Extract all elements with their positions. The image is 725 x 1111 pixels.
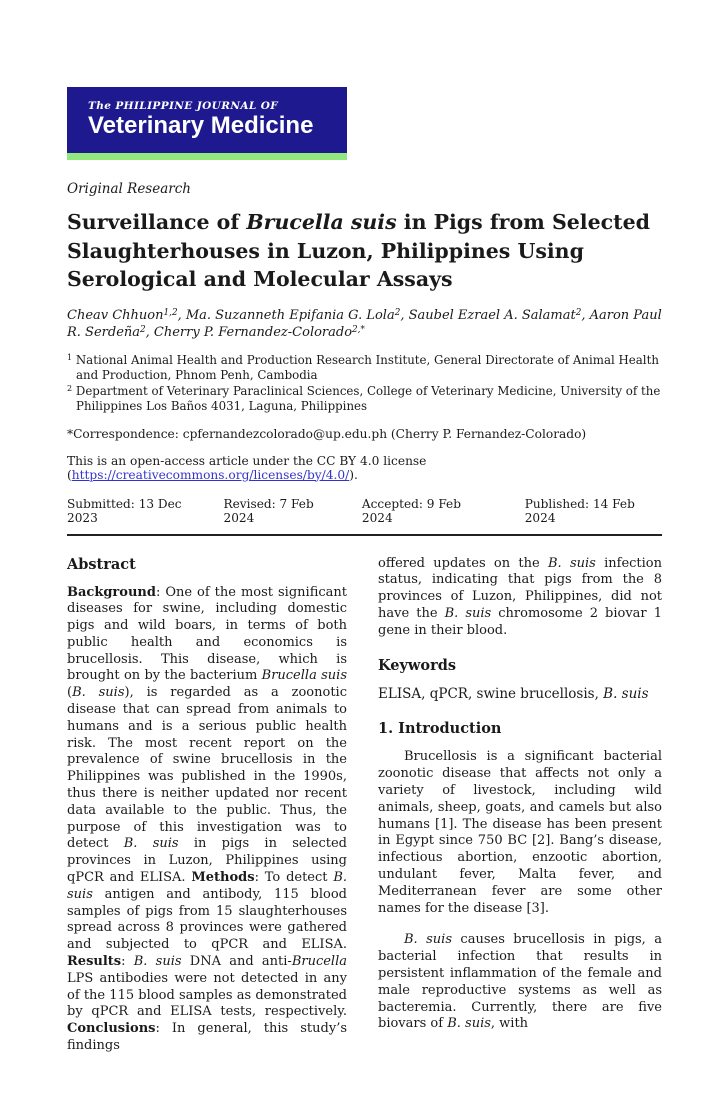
text-run: Background [67,584,156,600]
text-run: B. suis [547,555,596,571]
text-run: 2 [140,325,146,336]
abstract-continuation-paragraph [378,556,662,640]
journal-masthead [67,87,347,160]
text-run: Department of Veterinary Paraclinical Sciences, College of Veterinary Medicine, University of the Philippines Los Baños 4031, Laguna, Philippines [72,383,661,413]
journal-article-page [0,87,725,1111]
license-line [67,454,662,482]
text-run: : In general, this study’s findings [67,1021,347,1054]
introduction-paragraph-2 [378,932,662,1033]
text-run: antigen and antibody, 115 blood samples of pigs from 15 slaughterhouses spread across 8 provinces were gathered and subjected to qPCR and ELISA. [67,886,347,953]
date-published: Published: 14 Feb 2024 [524,496,635,525]
text-run: Cheav Chhuon [67,307,164,323]
text-run: 1,2 [163,307,178,318]
text-run: LPS antibodies were not detected in any of the 115 blood samples as demonstrated by qPCR and ELISA tests, respectively. [67,970,347,1020]
text-run: B. suis [447,1016,491,1032]
text-run: B. suis [603,686,649,703]
two-column-body [67,556,662,1055]
keywords-heading: Keywords [378,657,457,675]
text-run: : [121,954,134,970]
text-run: , Cherry P. Fernandez-Colorado [145,325,353,340]
text-run: B. suis [133,954,182,970]
text-run: ELISA, qPCR, swine brucellosis, [378,686,604,703]
text-run: This is an open-access article under the CC BY 4.0 license ( [67,453,427,482]
submission-dates-row [67,497,662,525]
text-run: Brucella suis [246,210,397,234]
text-run: : To detect [254,870,334,886]
horizontal-rule [67,534,662,536]
left-column [67,556,347,1055]
text-run: offered updates on the [378,555,548,571]
date-revised: Revised: 7 Feb 2024 [223,496,314,525]
text-run: ), is regarded as a zoonotic disease that can spread from animals to humans and is a serious public health risk. The most recent report on the prevalence of swine brucellosis in the Philippines was published in the 1990s, thus there is neither updated nor recent data available to the public. Thus, the purpose of this investigation was to detect [67,685,347,852]
introduction-heading: 1. Introduction [378,720,502,738]
license-link[interactable]: https://creativecommons.org/licenses/by/4.0/ [71,467,350,482]
text-run: chromosome 2 biovar 1 gene in their blood. [378,605,662,638]
text-run: infection status, indicating that pigs from the 8 provinces of Luzon, Philippines, did not have the [378,555,662,621]
journal-name-kicker: The PHILIPPINE JOURNAL OF [88,100,279,112]
right-column [378,556,662,1055]
text-run: Conclusions [67,1021,156,1037]
text-run: ). [349,467,358,482]
text-run: ( [67,685,73,701]
affiliation-1 [67,353,662,384]
text-run: 2 [394,307,401,318]
spacer [378,702,662,720]
text-run: B. suis [67,870,347,902]
text-run: , Ma. Suzanneth Epifania G. Lola [177,307,395,323]
text-run: B. suis [404,932,452,948]
text-run: in Pigs from Selected Slaughterhouses in Luzon, Philippines Using Serological and Molecular Assays [67,210,650,291]
introduction-paragraph-1 [378,749,662,917]
text-run: , Saubel Ezrael A. Salamat [400,307,576,323]
text-run: , with [490,1016,529,1032]
masthead-accent-bar [67,153,347,160]
text-run: causes brucellosis in pigs, a bacterial infection that results in persistent inflammation of the female and male reproductive systems as well as bacteremia. Currently, there are five biovars of [378,932,662,1032]
text-run: in pigs in selected provinces in Luzon, Philippines using qPCR and ELISA. [67,836,347,886]
text-run: , Aaron Paul R. Serdeña [67,307,662,340]
spacer [378,639,662,657]
affiliation-2 [67,384,662,415]
text-run: *Correspondence: cpfernandezcolorado@up.edu.ph (Cherry P. Fernandez-Colorado) [67,426,587,441]
text-run: National Animal Health and Production Research Institute, General Directorate of Animal Health and Production, Phnom Penh, Cambodia [72,352,659,382]
affiliations-block [67,353,662,415]
text-run: 1 [67,352,73,362]
abstract-paragraph [67,585,347,1055]
text-run: B. suis [72,685,125,701]
text-run: Methods [191,870,255,886]
text-run: B. suis [123,836,179,852]
text-run: DNA and anti- [181,954,292,970]
spacer [378,917,662,932]
text-run: Surveillance of [67,210,247,234]
journal-name: Veterinary Medicine [88,112,314,139]
correspondence-line [67,427,662,441]
date-submitted: Submitted: 13 Dec 2023 [67,496,182,525]
article-title [67,208,662,294]
date-accepted: Accepted: 9 Feb 2024 [361,496,461,525]
text-run: Results [67,954,122,970]
text-run: B. suis [444,605,492,621]
text-run: Brucellosis is a significant bacterial zoonotic disease that affects not only a variety of livestock, including wild animals, sheep, goats, and camels but also humans [1]. The disease has been present in Egypt since 750 BC [2]. Bang’s disease, infectious abortion, enzootic abortion, undulant fever, Malta fever, and Mediterranean fever are some other names for the disease [3]. [378,749,662,916]
abstract-heading: Abstract [67,555,136,573]
text-run: 2 [575,307,582,318]
text-run: 2,* [352,325,365,336]
text-run: 2 [67,383,73,393]
text-run: : One of the most significant diseases for swine, including domestic pigs and wild boars, in terms of both public health and economics is brucellosis. This disease, which is brought on by the bacterium [67,584,347,684]
text-run: Brucella [291,954,347,970]
journal-logo [67,87,347,153]
text-run: Brucella suis [261,668,347,684]
keywords-list [378,686,662,702]
authors-line [67,307,662,342]
article-type-label: Original Research [67,181,191,197]
